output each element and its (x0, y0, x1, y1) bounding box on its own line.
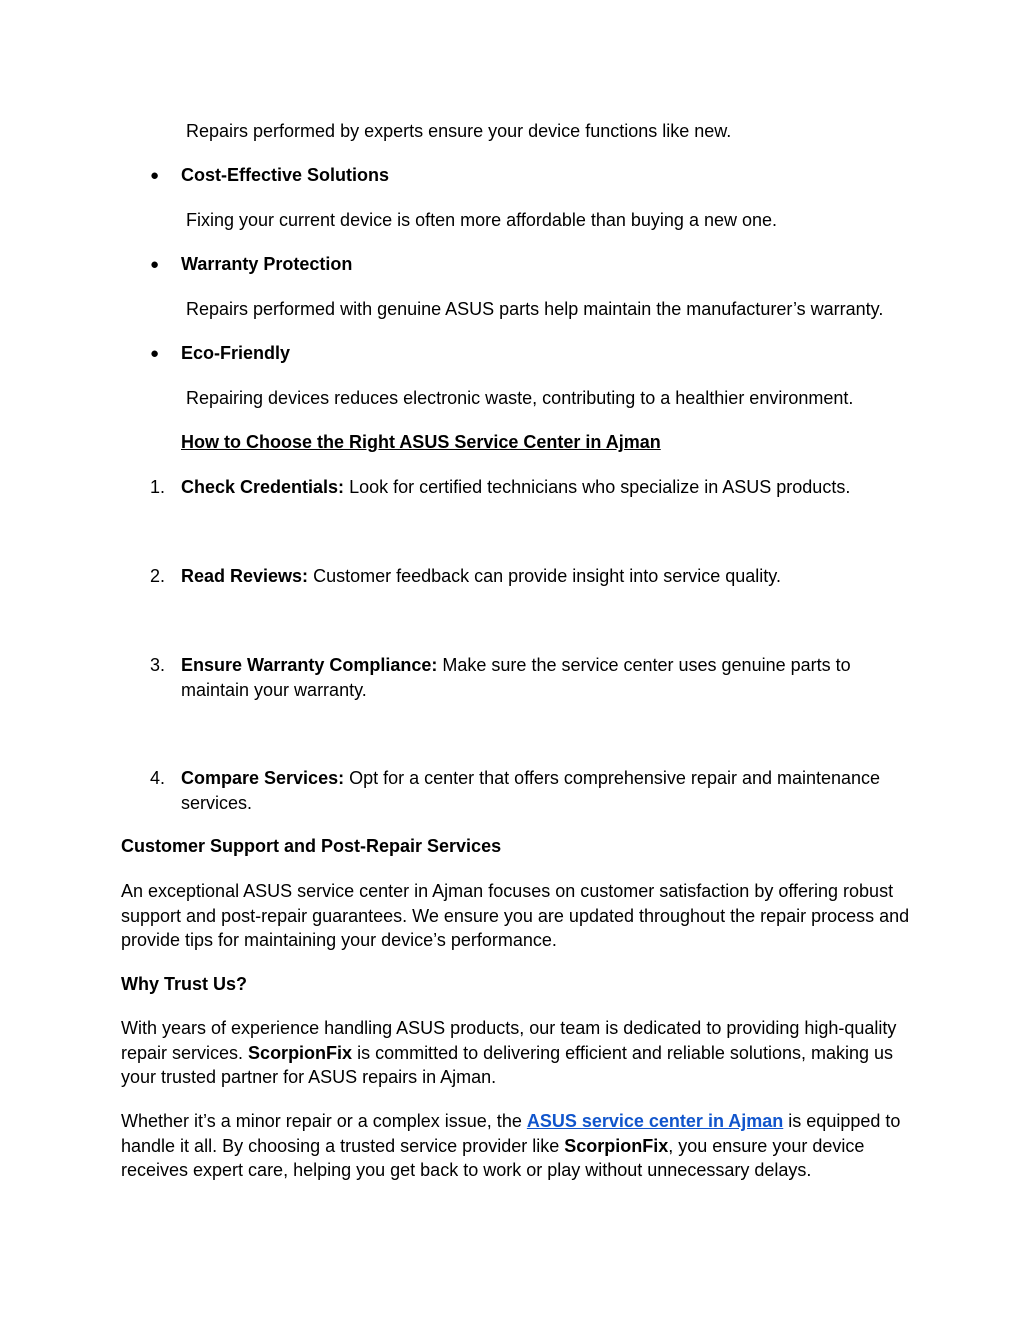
step-label: Check Credentials: (181, 477, 345, 497)
benefit-desc-cost: Fixing your current device is often more affordable than buying a new one. (186, 210, 778, 230)
closing-text: is equipped to handle it all. By choosing a trusted service provider like (121, 1111, 901, 1156)
step-item-warranty (181, 653, 911, 702)
benefit-title-warranty: Warranty Protection (181, 254, 353, 274)
step-item-reviews (181, 564, 911, 589)
benefit-desc-eco: Repairing devices reduces electronic waste, contributing to a healthier environment. (186, 388, 854, 408)
asus-service-center-link[interactable]: ASUS service center in Ajman (526, 1111, 784, 1131)
benefit-title-eco: Eco-Friendly (181, 343, 291, 363)
step-label: Read Reviews: (181, 566, 309, 586)
step-item-credentials (181, 475, 911, 500)
step-item-compare (181, 766, 911, 815)
support-heading: Customer Support and Post-Repair Services (121, 836, 502, 856)
step-number: 1. (150, 477, 166, 497)
brand-name: ScorpionFix (564, 1135, 669, 1156)
bullet-icon: ● (150, 167, 160, 184)
step-number: 4. (150, 768, 166, 788)
benefit-desc-warranty: Repairs performed with genuine ASUS parts help maintain the manufacturer’s warranty. (186, 299, 884, 319)
step-number: 2. (150, 566, 166, 586)
closing-text: , you ensure your device receives expert care, helping you get back to work or play without unnecessary delays. (121, 1135, 865, 1180)
trust-heading: Why Trust Us? (121, 974, 248, 994)
bullet-icon: ● (150, 256, 160, 273)
closing-text: Whether it’s a minor repair or a complex issue, the (121, 1111, 527, 1131)
bullet-icon: ● (150, 345, 160, 362)
trust-body-text: With years of experience handling ASUS products, our team is dedicated to providing high-quality repair services. (121, 1018, 897, 1063)
brand-name: ScorpionFix (248, 1042, 353, 1063)
trust-body (121, 1016, 911, 1090)
trust-body-text: is committed to delivering efficient and reliable solutions, making us your trusted partner for ASUS repairs in Ajman. (121, 1042, 894, 1087)
choose-heading: How to Choose the Right ASUS Service Center in Ajman (181, 432, 661, 452)
support-body: An exceptional ASUS service center in Ajman focuses on customer satisfaction by offering robust support and post-repair guarantees. We ensure you are updated throughout the repair process and provide tips for maintaining your device’s performance. (121, 881, 910, 950)
step-text: Make sure the service center uses genuine parts to maintain your warranty. (181, 655, 851, 700)
benefit-title-cost: Cost-Effective Solutions (181, 165, 390, 185)
step-number: 3. (150, 655, 166, 675)
step-label: Ensure Warranty Compliance: (181, 655, 438, 675)
closing-paragraph (121, 1109, 911, 1183)
step-text: Customer feedback can provide insight into service quality. (308, 566, 781, 586)
step-label: Compare Services: (181, 768, 345, 788)
step-text: Look for certified technicians who specialize in ASUS products. (344, 477, 851, 497)
step-text: Opt for a center that offers comprehensive repair and maintenance services. (181, 768, 881, 813)
benefit-desc-experts: Repairs performed by experts ensure your device functions like new. (186, 121, 732, 141)
